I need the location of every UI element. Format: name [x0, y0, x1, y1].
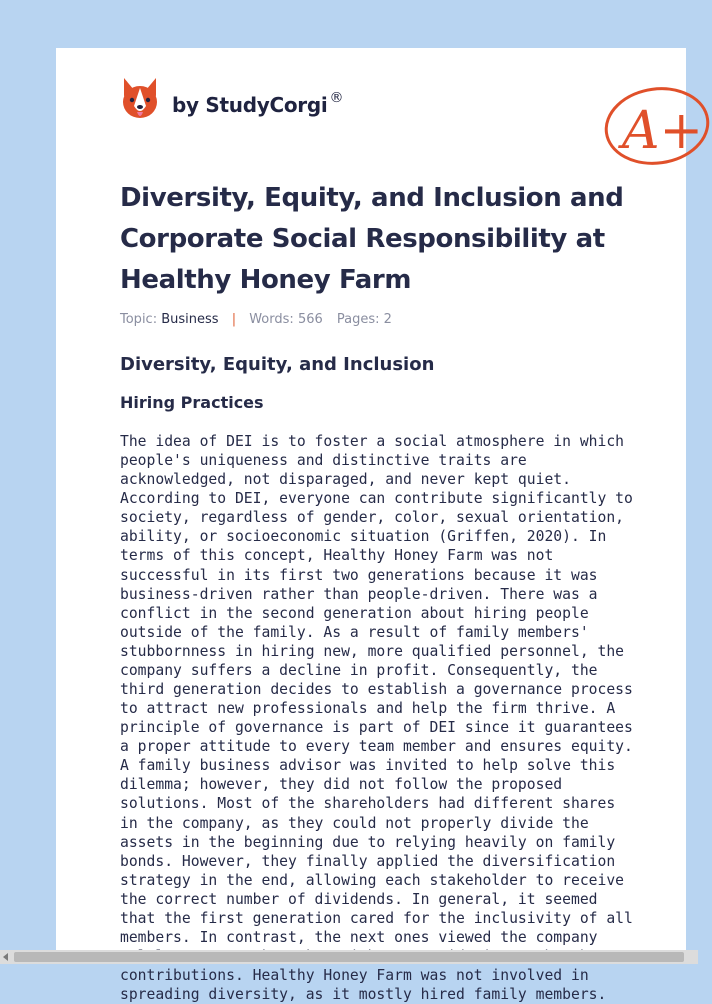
- scroll-left-arrow-icon[interactable]: [3, 953, 8, 961]
- words-count: 566: [297, 312, 323, 327]
- topic-link[interactable]: Business: [161, 312, 219, 327]
- page-title: Diversity, Equity, and Inclusion and Corporate Social Responsibility at Healthy Honey Farm: [120, 183, 624, 295]
- pages-count: 2: [383, 312, 392, 327]
- meta-separator: |: [231, 312, 237, 327]
- subsection-heading: Hiring Practices: [120, 393, 264, 412]
- section-heading: Diversity, Equity, and Inclusion: [120, 354, 435, 375]
- a-plus-grade-icon: [602, 86, 712, 168]
- document-page: [56, 48, 704, 1004]
- corgi-logo-icon: [120, 76, 160, 122]
- scrollbar-thumb[interactable]: [14, 952, 684, 962]
- body-paragraph: The idea of DEI is to foster a social atmosphere in which people's uniqueness and distinctive traits are acknowledged, not disparaged, and never kept quiet. According to DEI, everyone can contribute significantly to society, regardless of gender, color, sexual orientation, ability, or socioeconomic situation (Griffen, 2020). In terms of this concept, Healthy Honey Farm was not successful in its first two generations because it was business-driven rather than people-driven. There was a conflict in the second generation about hiring people outside of the family. As a result of family members' stubbornness in hiring new, more qualified personnel, the company suffers a decline in profit. Consequently, the third generation decides to establish a governance process to attract new professionals and help the firm thrive. A principle of governance is part of DEI since it guarantees a proper attitude to every team member and ensures equity. A family business advisor was invited to help solve this dilemma; however, they did not follow the proposed solutions. Most of the shareholders had different shares in the company, as they could not properly divide the assets in the beginning due to relying heavily on family bonds. However, they finally applied the diversification strategy in the end, allowing each stakeholder to receive the correct number of dividends. In general, it seemed that the first generation cared for the inclusivity of all members. In contrast, the next ones viewed the company contributions. Healthy Honey Farm was not involved in spreading diversity, as it mostly hired family members.: [120, 433, 633, 1004]
- horizontal-scrollbar[interactable]: [0, 950, 698, 964]
- topic-label: Topic:: [120, 312, 158, 327]
- pages-label: Pages:: [336, 312, 380, 327]
- header: [120, 76, 704, 161]
- words-label: Words:: [249, 312, 294, 327]
- svg-text:A+: A+: [622, 101, 704, 161]
- logo[interactable]: [120, 76, 343, 122]
- brand-name: by StudyCorgi ®: [172, 89, 344, 117]
- document-meta: [120, 312, 392, 327]
